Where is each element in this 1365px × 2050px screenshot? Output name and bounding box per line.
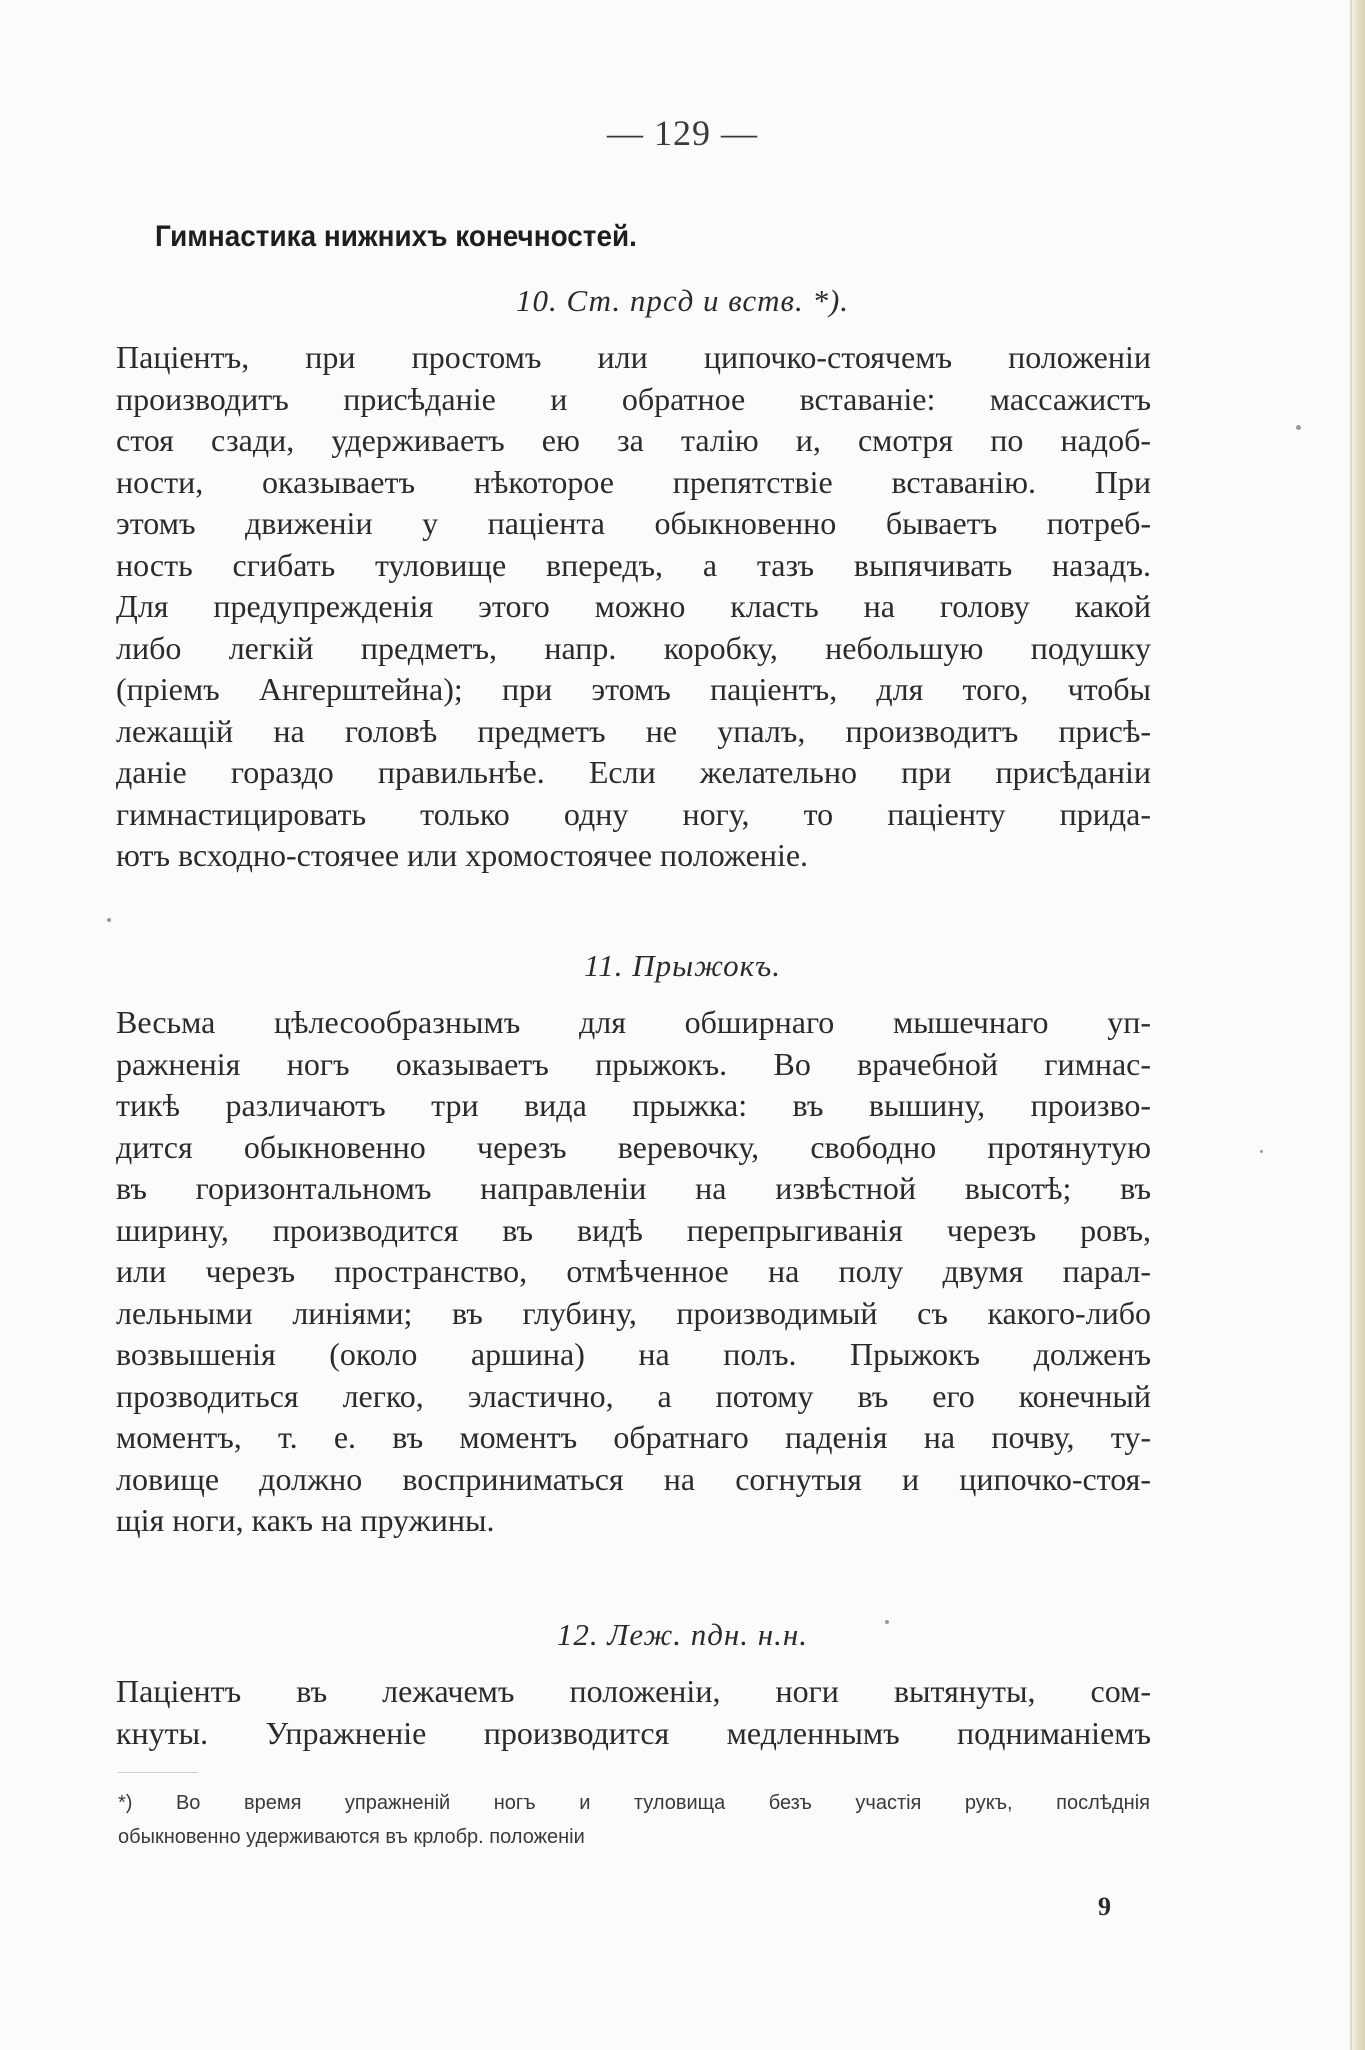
paper-speck (107, 918, 111, 922)
paragraph-line: возвышенія (около аршина) на полъ. Прыжокъ долженъ (116, 1336, 1151, 1372)
paragraph-line: ютъ всходно-стоячее или хромостоячее положеніе. (116, 837, 809, 873)
footnote-line: обыкновенно удерживаются въ крлобр. положеніи (118, 1826, 585, 1848)
exercise-10-paragraph (116, 337, 1151, 877)
paper-speck (1260, 1150, 1263, 1153)
paragraph-line: Паціентъ, при простомъ или ципочко-стоячемъ положеніи (116, 339, 1151, 375)
paragraph-line: кнуты. Упражненіе производится медленнымъ подниманіемъ (116, 1714, 1151, 1751)
paragraph-line: ность сгибать туловище впередъ, а тазъ выпячивать назадъ. (116, 546, 1151, 583)
paragraph-line: ражненія ногъ оказываетъ прыжокъ. Во врачебной гимнас- (116, 1045, 1151, 1082)
paragraph-line: (пріемъ Ангерштейна); при этомъ паціентъ, для того, чтобы (116, 671, 1151, 707)
paragraph-line: лежащій на головѣ предметъ не упалъ, производитъ присѣ- (116, 712, 1151, 749)
paragraph-line: щія ноги, какъ на пружины. (116, 1502, 495, 1538)
exercise-11-title: 11. Прыжокъ. (584, 948, 781, 983)
exercise-12-paragraph (116, 1671, 1151, 1754)
footnote (118, 1786, 1150, 1854)
footnote-line: *) Во время упражненій ногъ и туловища безъ участія рукъ, послѣднія (118, 1792, 1150, 1814)
paragraph-line: Для предупрежденія этого можно класть на голову какой (116, 588, 1151, 624)
paragraph-line: ности, оказываетъ нѣкоторое препятствіе вставанію. При (116, 463, 1151, 500)
paragraph-line: Весьма цѣлесообразнымъ для обширнаго мышечнаго уп- (116, 1004, 1151, 1040)
page-number: — 129 — (607, 113, 758, 153)
paragraph-line: Паціентъ въ лежачемъ положеніи, ноги вытянуты, сом- (116, 1673, 1151, 1709)
paragraph-line: лельными линіями; въ глубину, производимый съ какого-либо (116, 1294, 1151, 1331)
printer-signature-mark: 9 (1098, 1892, 1111, 1921)
paragraph-line: тикѣ различаютъ три вида прыжка: въ вышину, произво- (116, 1087, 1151, 1123)
paragraph-line: производитъ присѣданіе и обратное вставаніе: массажистъ (116, 380, 1151, 417)
paragraph-line: гимнастицировать только одну ногу, то паціенту прида- (116, 795, 1151, 832)
exercise-10-title: 10. Ст. прсд и вств. *). (515, 283, 850, 318)
paragraph-line: стоя сзади, удерживаетъ ею за талію и, смотря по надоб- (116, 422, 1151, 458)
paragraph-line: либо легкій предметъ, напр. коробку, небольшую подушку (116, 629, 1151, 666)
paragraph-line: ловище должно восприниматься на согнутыя и ципочко-стоя- (116, 1460, 1151, 1497)
footnote-divider (118, 1772, 198, 1773)
paragraph-line: этомъ движеніи у паціента обыкновенно бываетъ потреб- (116, 505, 1151, 541)
paragraph-line: моментъ, т. е. въ моментъ обратнаго паденія на почву, ту- (116, 1419, 1151, 1455)
paragraph-line: ширину, производится въ видѣ перепрыгиванія черезъ ровъ, (116, 1211, 1151, 1248)
paragraph-line: или черезъ пространство, отмѣченное на полу двумя парал- (116, 1253, 1151, 1289)
paragraph-line: прозводиться легко, эластично, а потому въ его конечный (116, 1377, 1151, 1414)
paragraph-line: дится обыкновенно черезъ веревочку, свободно протянутую (116, 1128, 1151, 1165)
paper-speck (1296, 425, 1301, 430)
exercise-12-title: 12. Леж. пдн. н.н. (556, 1617, 809, 1652)
paragraph-line: въ горизонтальномъ направленіи на извѣстной высотѣ; въ (116, 1170, 1151, 1206)
section-heading: Гимнастика нижнихъ конечностей. (155, 220, 637, 253)
exercise-11-paragraph (116, 1002, 1151, 1542)
paragraph-line: даніе гораздо правильнѣе. Если желательно при присѣданіи (116, 754, 1151, 790)
